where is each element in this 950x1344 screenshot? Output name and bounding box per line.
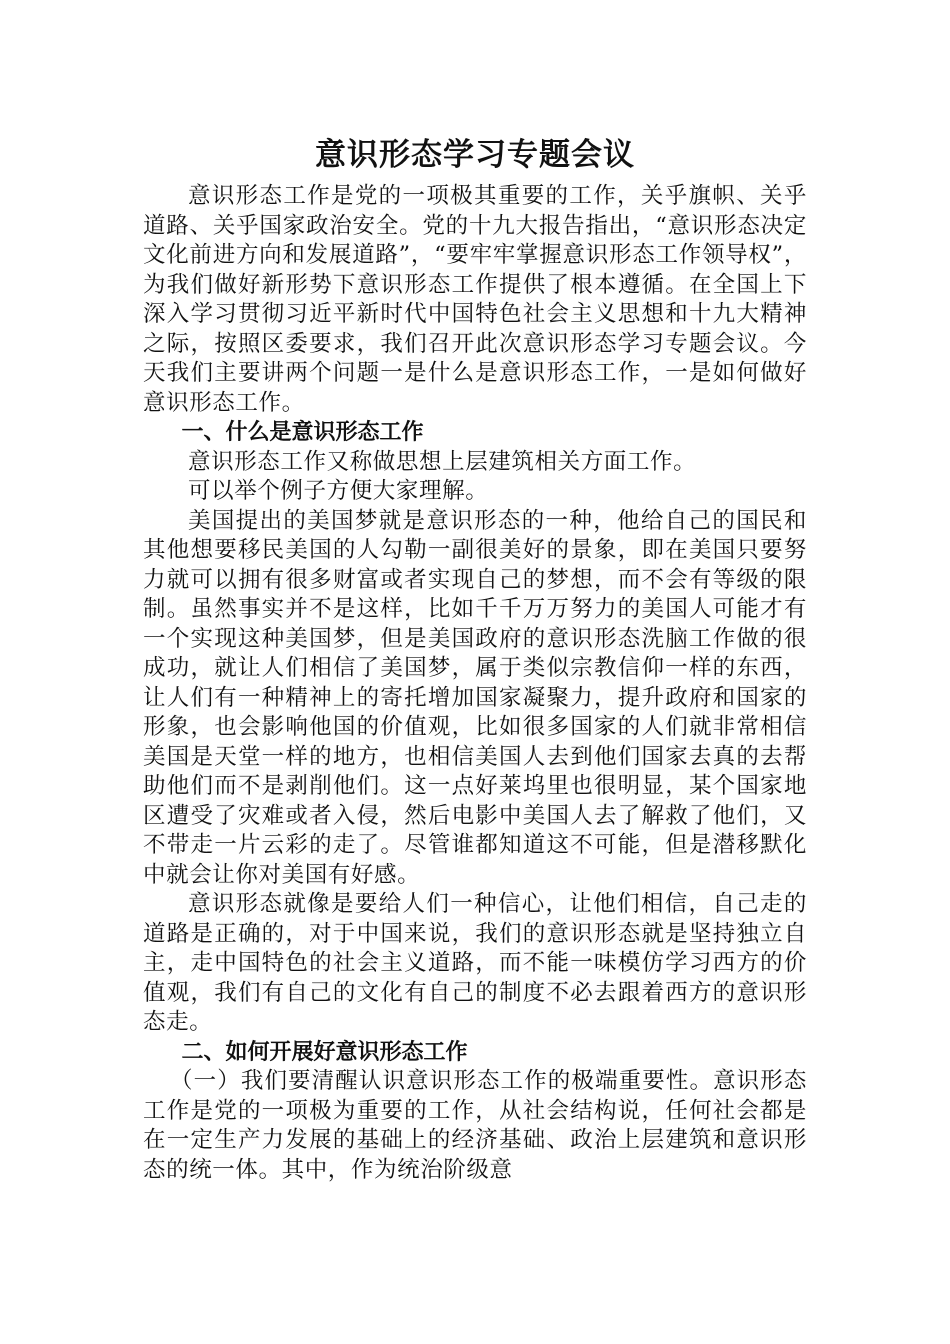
section-2-paragraph: （一）我们要清醒认识意识形态工作的极端重要性。意识形态工作是党的一项极为重要的工作，从社会结构说，任何社会都是在一定生产力发展的基础上的经济基础、政治上层建筑和意识形态的统一体。其中，作为统治阶级意 <box>143 1068 807 1183</box>
section-1-paragraph: 意识形态工作又称做思想上层建筑相关方面工作。 <box>188 448 697 475</box>
section-2-heading: 二、如何开展好意识形态工作 <box>181 1039 468 1065</box>
intro-paragraph: 意识形态工作是党的一项极其重要的工作，关乎旗帜、关乎道路、关乎国家政治安全。党的十九大报告指出，“意识形态决定文化前进方向和发展道路”，“要牢牢掌握意识形态工作领导权”，为我们做好新形势下意识形态工作提供了根本遵循。在全国上下深入学习贯彻习近平新时代中国特色社会主义思想和十九大精神之际，按照区委要求，我们召开此次意识形态学习专题会议。今天我们主要讲两个问题一是什么是意识形态工作，一是如何做好意识形态工作。 <box>143 183 807 416</box>
section-1-paragraph: 美国提出的美国梦就是意识形态的一种，他给自己的国民和其他想要移民美国的人勾勒一副很美好的景象，即在美国只要努力就可以拥有很多财富或者实现自己的梦想，而不会有等级的限制。虽然事实并不是这样，比如千千万万努力的美国人可能才有一个实现这种美国梦，但是美国政府的意识形态洗脑工作做的很成功，就让人们相信了美国梦，属于类似宗教信仰一样的东西，让人们有一种精神上的寄托增加国家凝聚力，提升政府和国家的形象，也会影响他国的价值观，比如很多国家的人们就非常相信美国是天堂一样的地方，也相信美国人去到他们国家去真的去帮助他们而不是剥削他们。这一点好莱坞里也很明显，某个国家地区遭受了灾难或者入侵，然后电影中美国人去了解救了他们，又不带走一片云彩的走了。尽管谁都知道这不可能，但是潜移默化中就会让你对美国有好感。 <box>143 507 807 888</box>
section-1-paragraph: 可以举个例子方便大家理解。 <box>188 478 489 504</box>
document-title: 意识形态学习专题会议 <box>315 137 635 173</box>
section-1-heading: 一、什么是意识形态工作 <box>181 420 424 445</box>
section-1-paragraph: 意识形态就像是要给人们一种信心，让他们相信，自己走的道路是正确的，对于中国来说，我们的意识形态就是坚持独立自主，走中国特色的社会主义道路，而不能一味模仿学习西方的价值观，我们有自己的文化有自己的制度不必去跟着西方的意识形态走。 <box>143 891 807 1035</box>
document-page <box>143 128 807 1185</box>
